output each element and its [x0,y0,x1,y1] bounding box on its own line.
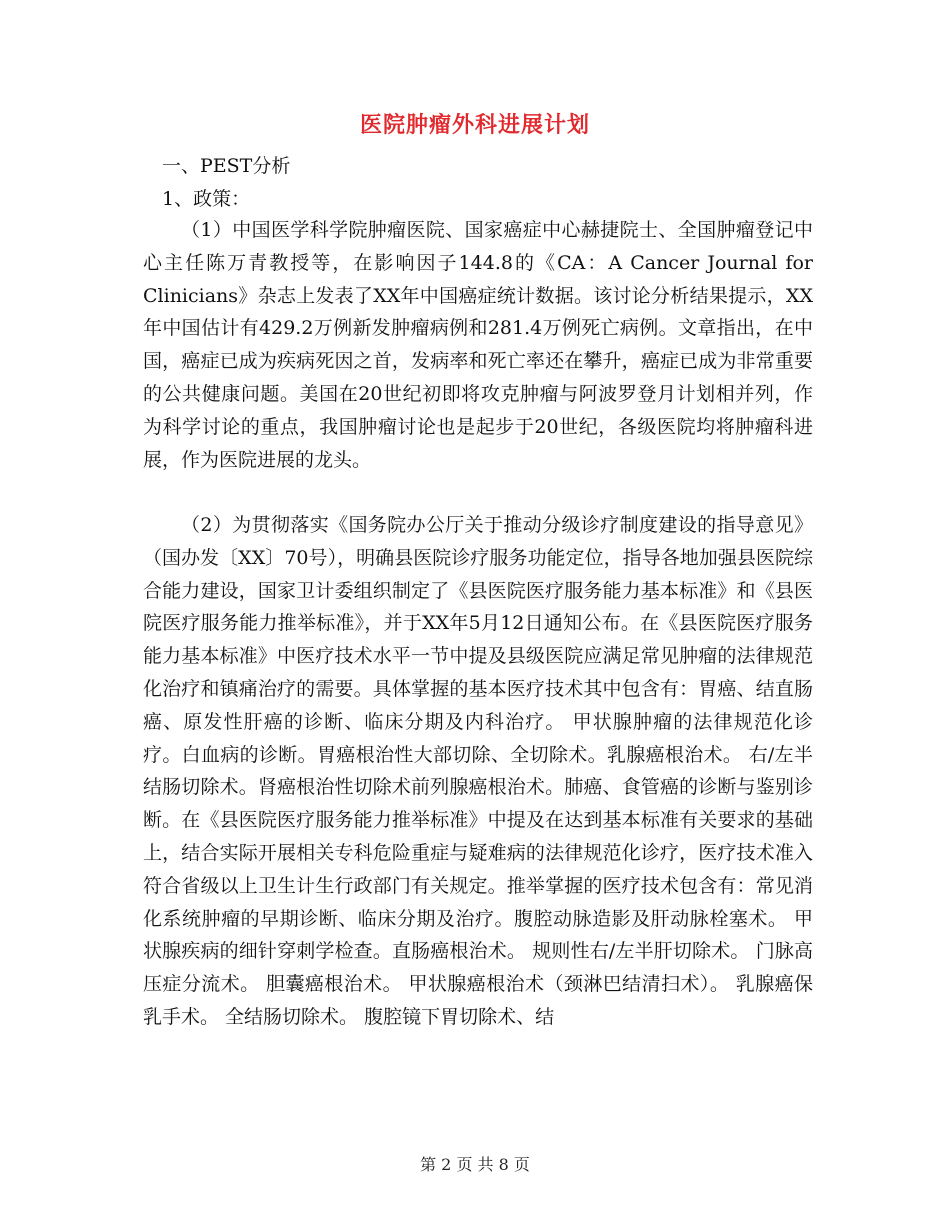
page-number-footer: 第 2 页 共 8 页 [420,1155,530,1174]
paragraph-1: （1）中国医学科学院肿瘤医院、国家癌症中心赫捷院士、全国肿瘤登记中心主任陈万青教授等，在影响因子144.8的《CA：A Cancer Journal for Clinicians》杂志上发表了XX年中国癌症统计数据。该讨论分析结果提示，XX年中国估计有429.2万例新发肿瘤病例和281.4万例死亡病例。文章指出，在中国，癌症已成为疾病死因之首，发病率和死亡率还在攀升，癌症已成为非常重要的公共健康问题。美国在20世纪初即将攻克肿瘤与阿波罗登月计划相并列，作为科学讨论的重点，我国肿瘤讨论也是起步于20世纪，各级医院均将肿瘤科进展，作为医院进展的龙头。 [143,219,813,471]
section-heading: 一、PEST分析 [162,155,291,177]
subsection-heading: 1、政策： [162,188,251,210]
paragraph-2: （2）为贯彻落实《国务院办公厅关于推动分级诊疗制度建设的指导意见》（国办发〔XX〕70号），明确县医院诊疗服务功能定位，指导各地加强县医院综合能力建设，国家卫计委组织制定了《县医院医疗服务能力基本标准》和《县医院医疗服务能力推举标准》，并于XX年5月12日通知公布。在《县医院医疗服务能力基本标准》中医疗技术水平一节中提及县级医院应满足常见肿瘤的法律规范化治疗和镇痛治疗的需要。具体掌握的基本医疗技术其中包含有：胃癌、结直肠癌、原发性肝癌的诊断、临床分期及内科治疗。 甲状腺肿瘤的法律规范化诊疗。白血病的诊断。胃癌根治性大部切除、全切除术。乳腺癌根治术。 右/左半结肠切除术。肾癌根治性切除术前列腺癌根治术。肺癌、食管癌的诊断与鉴别诊断。在《县医院医疗服务能力推举标准》中提及在达到基本标准有关要求的基础上，结合实际开展相关专科危险重症与疑难病的法律规范化诊疗，医疗技术准入符合省级以上卫生计生行政部门有关规定。推举掌握的医疗技术包含有：常见消化系统肿瘤的早期诊断、临床分期及治疗。腹腔动脉造影及肝动脉栓塞术。 甲状腺疾病的细针穿刺学检查。直肠癌根治术。 规则性右/左半肝切除术。 门脉高压症分流术。 胆囊癌根治术。 甲状腺癌根治术（颈淋巴结清扫术）。 乳腺癌保乳手术。 全结肠切除术。 腹腔镜下胃切除术、结 [143,514,813,1028]
document-title: 医院肿瘤外科进展计划 [359,112,590,138]
